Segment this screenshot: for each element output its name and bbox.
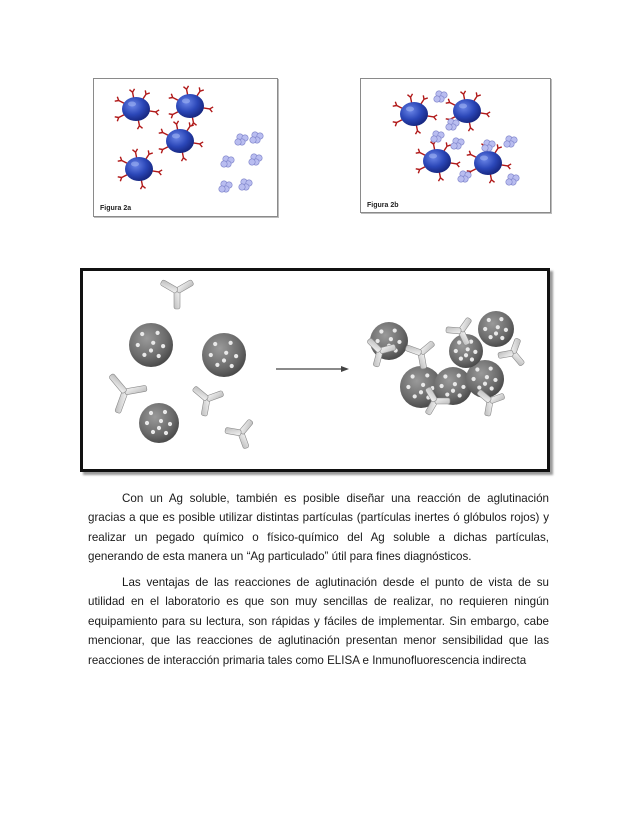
coated-bead [139, 403, 179, 443]
coated-particle [159, 121, 203, 161]
soluble-antigen [235, 134, 248, 145]
figure-2b-label: Figura 2b [367, 202, 399, 209]
agglutinated-particle [393, 94, 437, 134]
soluble-antigen [250, 132, 263, 143]
coated-particle [169, 86, 213, 126]
agglutination-diagram [80, 268, 550, 472]
agglutinated-cluster [361, 311, 534, 421]
coated-bead [129, 323, 173, 367]
antibody [188, 385, 225, 418]
bound-antigen [431, 131, 444, 142]
bound-antigen [506, 174, 519, 185]
agglutinated-particles-group [393, 91, 511, 183]
soluble-antigen [249, 154, 262, 165]
paragraph-advantages: Las ventajas de las reacciones de aglutinación desde el punto de vista de su utilidad en el laboratorio es que son muy sencillas de realizar, no requieren ningún equipamiento para su lectura, son rápidas y fáciles de implementar. Sin embargo, cabe mencionar, que las reacciones de aglutinación presentan menor sensibilidad que las reacciones de interacción primaria tales como ELISA e Inmunofluorescencia indirecta [88, 576, 549, 667]
paragraph-soluble-antigen: Con un Ag soluble, también es posible diseñar una reacción de aglutinación gracias a que es posible utilizar distintas partículas (partículas inertes ó glóbulos rojos) y realizar un pegado químico o físico-químico del Ag soluble a dichas partículas, generando de esta manera un “Ag particulado” útil para fines diagnósticos. [88, 492, 549, 564]
figure-2b-drawing [361, 79, 550, 212]
bound-antigen [451, 138, 464, 149]
coated-particles-group [115, 86, 213, 189]
agglutination-drawing [83, 271, 547, 469]
soluble-antigens-group [219, 132, 263, 192]
figure-2a-label: Figura 2a [100, 205, 132, 212]
antibody [160, 279, 194, 309]
antibody [223, 418, 261, 453]
coated-particle [115, 89, 159, 129]
figure-2a [93, 78, 278, 217]
soluble-antigen [221, 156, 234, 167]
bound-antigen [434, 91, 447, 102]
free-beads-group [129, 323, 246, 443]
soluble-antigen [239, 179, 252, 190]
reaction-arrow [276, 366, 349, 372]
agglutinated-bead [478, 311, 514, 347]
bound-antigen [482, 140, 495, 151]
bound-antigen [504, 136, 517, 147]
bound-antigen [446, 119, 459, 130]
bound-antigen [458, 171, 471, 182]
figure-2a-drawing [94, 79, 277, 216]
coated-particle [118, 149, 162, 189]
soluble-antigen [219, 181, 232, 192]
figure-2b [360, 78, 551, 213]
coated-bead [202, 333, 246, 377]
antibody [98, 372, 149, 420]
bridging-antibody [404, 340, 439, 372]
